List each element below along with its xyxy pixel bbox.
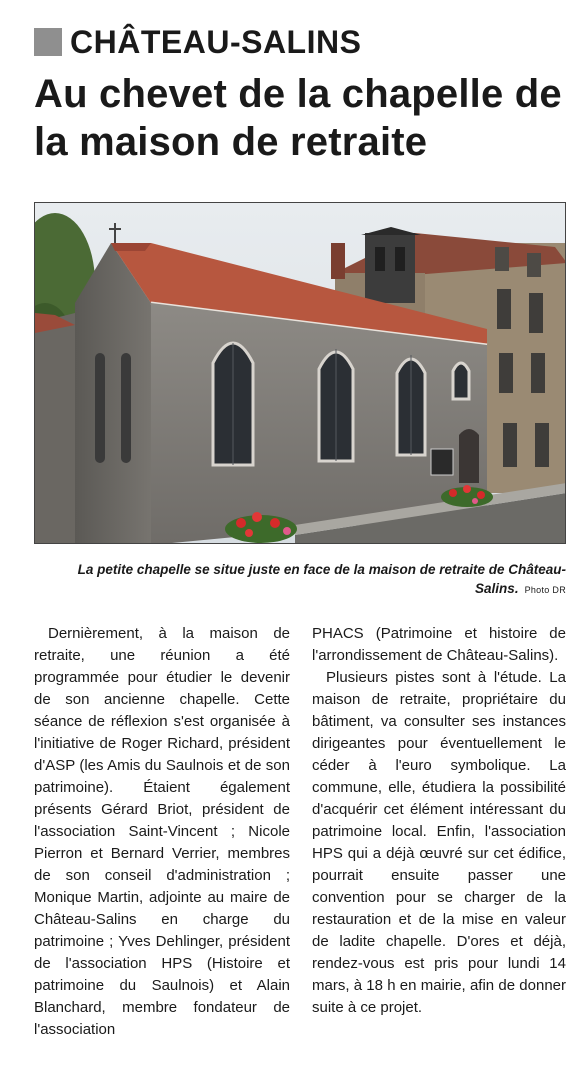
article-paragraph: PHACS (Patrimoine et histoire de l'arrondissement de Château-Salins). — [312, 625, 566, 664]
article-column-left — [34, 623, 290, 1041]
article-paragraph: Plusieurs pistes sont à l'étude. La maison de retraite, propriétaire du bâtiment, va consulter ses instances dirigeantes pour éventuellement le céder à l'euro symbolique. La commune, elle, étudiera la possibilité d'acquérir cet élément intéressant du patrimoine local. Enfin, l'association HPS qui a déjà œuvré sur cet édifice, pourrait ensuite passer une convention pour se charger de la restauration et de la mise en valeur de ladite chapelle. D'ores et déjà, rendez-vous est pris pour lundi 14 mars, à 18 h en mairie, afin de donner suite à ce projet. — [312, 669, 566, 1016]
section-kicker — [34, 26, 361, 58]
kicker-label: CHÂTEAU-SALINS — [70, 24, 362, 60]
article-paragraph: Dernièrement, à la maison de retraite, une réunion a été programmée pour étudier le devenir de son ancienne chapelle. Cette séance de réflexion s'est organisée à l'initiative de Roger Richard, président d'ASP (les Amis du Saulnois et de son patrimoine). Étaient également présents Gérard Briot, président de l'association Saint-Vincent ; Nicole Pierron et Bernard Verrier, membres de son conseil d'administration ; Monique Martin, adjointe au maire de Château-Salins en charge du patrimoine ; Yves Dehlinger, président de l'association HPS (Histoire et patrimoine du Saulnois) et Alain Blanchard, membre fondateur de l'association — [34, 625, 290, 1038]
article-column-right — [312, 623, 566, 1019]
kicker-square-icon — [34, 28, 62, 56]
photo-credit: Photo DR — [524, 585, 566, 595]
article-photo — [34, 202, 566, 544]
article-headline: Au chevet de la chapelle de la maison de retraite — [34, 72, 562, 164]
caption-text: La petite chapelle se situe juste en face de la maison de retraite de Château-Salins. — [77, 562, 566, 596]
photo-caption — [34, 560, 566, 600]
